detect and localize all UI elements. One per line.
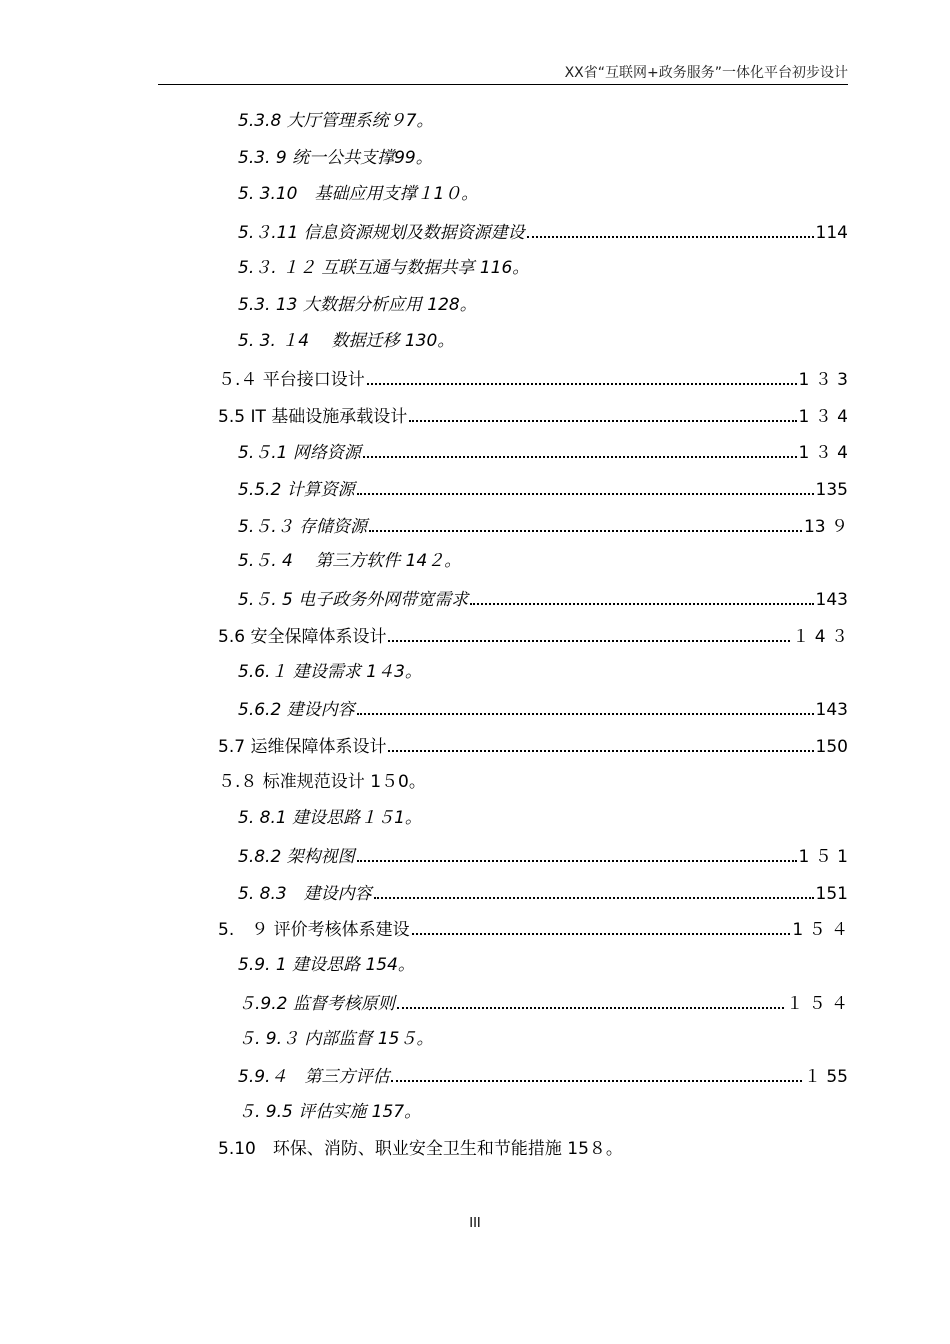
toc-dot-leader [527,218,814,238]
toc-dot-leader [369,512,802,532]
page-number: III [469,1216,481,1231]
toc-entry[interactable] [238,475,848,501]
toc-entry-page: 143 [815,700,848,721]
page-footer [0,1214,950,1234]
toc-entry-title: 5.3. 9 统一公共支撑99。 [238,147,433,168]
toc-entry-title: 5.５.３ 存储资源 [238,516,368,537]
toc-entry[interactable] [238,181,478,207]
toc-entry[interactable] [238,328,454,354]
toc-dot-leader [357,842,797,862]
toc-entry[interactable] [238,1026,433,1052]
toc-entry-page: 1 ３ 4 [798,406,848,427]
toc-entry-title: 5.５. 4 第三方软件 14２。 [238,551,462,572]
toc-dot-leader [470,585,813,605]
toc-dot-leader [357,695,814,715]
toc-entry-page: 151 [815,883,848,904]
toc-dot-leader [388,622,790,642]
toc-entry-title: ５. 9.5 评估实施 157。 [238,1101,422,1122]
toc-entry-page: １ 55 [803,1067,848,1088]
toc-entry-title: ５.9.2 监督考核原则 [238,993,395,1014]
toc-entry-title: 5.３. １２ 互联互通与数据共享 116。 [238,257,530,278]
toc-entry[interactable] [218,769,426,795]
toc-entry-page: 1 ３ 4 [798,443,848,464]
toc-entry[interactable] [218,402,848,428]
toc-entry[interactable] [238,512,848,538]
toc-entry[interactable] [238,952,415,978]
toc-entry-title: 5.6.2 建设内容 [238,700,355,721]
toc-entry-page: 1 ５ ４ [792,920,848,941]
toc-entry[interactable] [238,585,848,611]
toc-entry[interactable] [218,1136,623,1162]
toc-entry-title: 5. 3. １4 数据迁移 130。 [238,331,455,352]
toc-entry-title: 5.10 环保、消防、职业安全卫生和节能措施 15８。 [218,1138,623,1159]
toc-dot-leader [409,402,796,422]
toc-dot-leader [397,989,784,1009]
toc-entry-title: 5. ９ 评价考核体系建设 [218,920,410,941]
toc-entry-title: 5.8.2 架构视图 [238,847,355,867]
toc-entry[interactable] [218,622,848,648]
toc-entry-page: 143 [815,590,848,611]
toc-entry[interactable] [218,915,848,941]
toc-entry-title: ５.８ 标准规范设计 1５0。 [218,771,426,792]
toc-entry-page: 135 [815,480,848,500]
toc-entry[interactable] [238,879,848,905]
toc-entry[interactable] [238,255,529,281]
toc-entry-page: １ ５ ４ [786,993,848,1014]
toc-entry-title: 5.5 IT 基础设施承载设计 [218,406,408,427]
toc-entry-page: 114 [815,223,848,244]
toc-entry-title: ５.４ 平台接口设计 [218,369,365,390]
toc-entry-page: １ 4 ３ [792,626,848,647]
header-title: XX省“互联网+政务服务”一体化平台初步设计 [564,65,848,81]
toc-dot-leader [363,438,797,458]
toc-entry-page: 1 ３ 3 [798,369,848,390]
toc-dot-leader [367,365,797,385]
toc-entry-title: 5.５.1 网络资源 [238,443,361,464]
toc-entry[interactable] [238,438,848,464]
toc-entry[interactable] [238,659,422,685]
toc-entry[interactable] [238,805,422,831]
toc-dot-leader [391,1062,802,1082]
toc-entry[interactable] [238,292,477,318]
toc-dot-leader [388,732,813,752]
toc-entry-title: 5.6.１ 建设需求 1４3。 [238,661,422,682]
toc-entry[interactable] [238,145,433,171]
toc-dot-leader [357,475,814,495]
toc-entry-title: 5.9.４ 第三方评估 [238,1067,390,1088]
toc-entry-page: 150 [815,736,848,757]
toc-entry[interactable] [238,1062,848,1088]
toc-entry-title: 5.9. 1 建设思路 154。 [238,955,415,976]
page-header [158,62,848,85]
toc-entry-title: 5.３.11 信息资源规划及数据资源建设 [238,223,525,244]
toc-entry-title: 5. 3.10 基础应用支撑１1０。 [238,184,479,205]
toc-dot-leader [374,879,814,899]
toc-entry-title: 5.3. 13 大数据分析应用 128。 [238,294,477,315]
toc-entry[interactable] [218,732,848,758]
toc-entry[interactable] [238,989,848,1015]
toc-entry-title: 5.５. 5 电子政务外网带宽需求 [238,590,469,611]
toc-entry[interactable] [238,548,461,574]
toc-entry[interactable] [238,695,848,721]
toc-entry-title: ５. 9.３ 内部监督 15５。 [238,1028,434,1049]
toc-entry[interactable] [238,108,433,134]
toc-entry-title: 5.6 安全保障体系设计 [218,626,387,647]
toc-entry-title: 5. 8.3 建设内容 [238,883,372,904]
toc-entry-title: 5. 8.1 建设思路１５1。 [238,808,422,829]
toc-entry[interactable] [238,218,848,244]
toc-dot-leader [412,915,791,935]
toc-entry-title: 5.5.2 计算资源 [238,480,355,500]
toc-entry-title: 5.7 运维保障体系设计 [218,736,387,757]
toc-entry[interactable] [218,365,848,391]
toc-entry-title: 5.3.8 大厅管理系统９7。 [238,111,434,131]
toc-entry-page: 1 ５ 1 [798,847,848,867]
toc-entry[interactable] [238,842,848,868]
toc-entry-page: 13 ９ [803,516,848,537]
toc-entry[interactable] [238,1099,421,1125]
